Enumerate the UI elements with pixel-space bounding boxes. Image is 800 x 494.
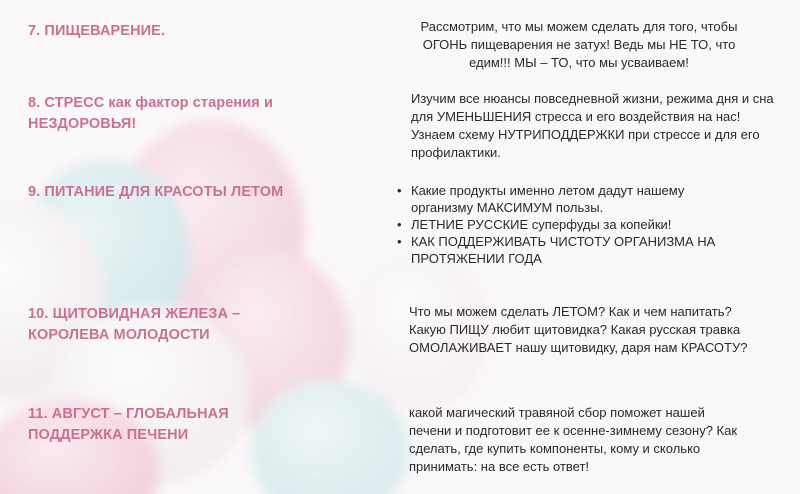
section-description: Что мы можем сделать ЛЕТОМ? Как и чем напитать? Какую ПИЩУ любит щитовидка? Какая русская травка ОМОЛАЖИВАЕТ нашу щитовидку, даря нам КРАСОТУ? <box>409 304 748 355</box>
section-title: 9. ПИТАНИЕ ДЛЯ КРАСОТЫ ЛЕТОМ <box>28 184 284 200</box>
section-title: 10. ЩИТОВИДНАЯ ЖЕЛЕЗА – КОРОЛЕВА МОЛОДОСТИ <box>28 306 241 343</box>
section-title: 8. СТРЕСС как фактор старения и НЕЗДОРОВЬЯ! <box>28 95 273 132</box>
section-description: какой магический травяной сбор поможет нашей печени и подготовит ее к осенне-зимнему сезону? Как сделать, где купить компоненты, кому и сколько принимать: на все есть ответ! <box>409 405 738 474</box>
bullet-item: • Какие продукты именно летом дадут нашему организму МАКСИМУМ пользы. <box>397 182 737 216</box>
bullet-item: • ЛЕТНИЕ РУССКИЕ суперфуды за копейки! <box>397 216 737 233</box>
section-title: 11. АВГУСТ – ГЛОБАЛЬНАЯ ПОДДЕРЖКА ПЕЧЕНИ <box>28 406 229 443</box>
bullet-item: • КАК ПОДДЕРЖИВАТЬ ЧИСТОТУ ОРГАНИЗМА НА ПРОТЯЖЕНИИ ГОДА <box>397 233 737 267</box>
section-bullet-list <box>397 182 737 267</box>
section-description: Изучим все нюансы повседневной жизни, режима дня и сна для УМЕНЬШЕНИЯ стресса и его воздействия на нас! Узнаем схему НУТРИПОДДЕРЖКИ при стрессе и для его профилактики. <box>411 91 774 160</box>
section-title: 7. ПИЩЕВАРЕНИЕ. <box>28 23 166 39</box>
section-description: Рассмотрим, что мы можем сделать для того, чтобы ОГОНЬ пищеварения не затух! Ведь мы НЕ ТО, что едим!!! МЫ – ТО, что мы усваиваем! <box>420 19 738 70</box>
